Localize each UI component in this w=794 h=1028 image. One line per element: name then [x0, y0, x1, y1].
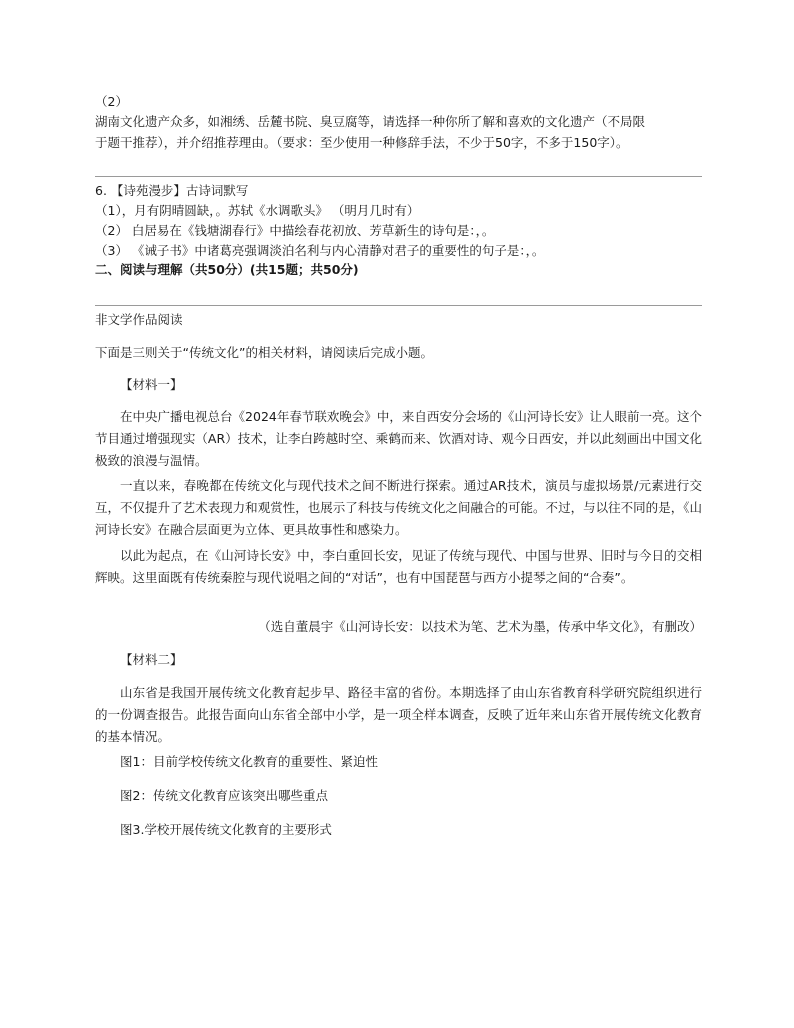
divider: [95, 305, 702, 306]
material-1-paragraph-1: 在中央广播电视总台《2024年春节联欢晚会》中，来自西安分会场的《山河诗长安》让人眼前一亮。这个节目通过增强现实（AR）技术，让李白跨越时空、乘鹤而来、饮酒对诗、观今日西安，并以此刻画出中国文化极致的浪漫与温情。: [95, 409, 702, 468]
material-1-paragraph-2: 一直以来，春晚都在传统文化与现代技术之间不断进行探索。通过AR技术，演员与虚拟场景/元素进行交互，不仅提升了艺术表现力和观赏性，也展示了科技与传统文化之间融合的可能。不过，与以往不同的是，《山河诗长安》在融合层面更为立体、更具故事性和感染力。: [95, 478, 702, 537]
material-1-label: 【材料一】: [120, 377, 183, 392]
material-1-source: （选自董晨宇《山河诗长安：以技术为笔、艺术为墨，传承中华文化》，有删改）: [258, 619, 702, 634]
reading-category: 非文学作品阅读: [95, 312, 183, 327]
reading-intro: 下面是三则关于“传统文化”的相关材料，请阅读后完成小题。: [95, 345, 433, 360]
material-2-paragraph-1: 山东省是我国开展传统文化教育起步早、路径丰富的省份。本期选择了由山东省教育科学研究院组织进行的一份调查报告。此报告面向山东省全部中小学，是一项全样本调查，反映了近年来山东省开展传统文化教育的基本情况。: [95, 685, 702, 744]
question-6-item-1: （1），月有阴晴圆缺，。苏轼《水调歌头》 （明月几时有）: [95, 203, 420, 218]
question-5-2-line-2: 于题干推荐），并介绍推荐理由。（要求：至少使用一种修辞手法，不少于50字，不多于150字）。: [95, 135, 629, 150]
question-5-2-line-1: 湖南文化遗产众多，如湘绣、岳麓书院、臭豆腐等，请选择一种你所了解和喜欢的文化遗产（不局限: [95, 114, 646, 129]
question-6-title: 6. 【诗苑漫步】古诗词默写: [95, 183, 249, 198]
figure-2-caption: 图2：传统文化教育应该突出哪些重点: [120, 788, 328, 803]
section-heading: 二、阅读与理解（共50分）(共15题；共50分): [95, 262, 359, 277]
question-6-item-2: （2） 白居易在《钱塘湖春行》中描绘春花初放、芳草新生的诗句是：，。: [95, 223, 495, 238]
figure-1-caption: 图1：目前学校传统文化教育的重要性、紧迫性: [120, 754, 378, 769]
material-1-paragraph-3: 以此为起点，在《山河诗长安》中，李白重回长安，见证了传统与现代、中国与世界、旧时与今日的交相辉映。这里面既有传统秦腔与现代说唱之间的“对话”，也有中国琵琶与西方小提琴之间的“合奏”。: [95, 548, 702, 585]
divider: [95, 176, 702, 177]
question-5-2-number: （2）: [95, 94, 128, 109]
material-2-label: 【材料二】: [120, 652, 183, 667]
figure-3-caption: 图3.学校开展传统文化教育的主要形式: [120, 822, 332, 837]
question-6-item-3: （3） 《诫子书》中诸葛亮强调淡泊名利与内心清静对君子的重要性的句子是：，。: [95, 243, 545, 258]
